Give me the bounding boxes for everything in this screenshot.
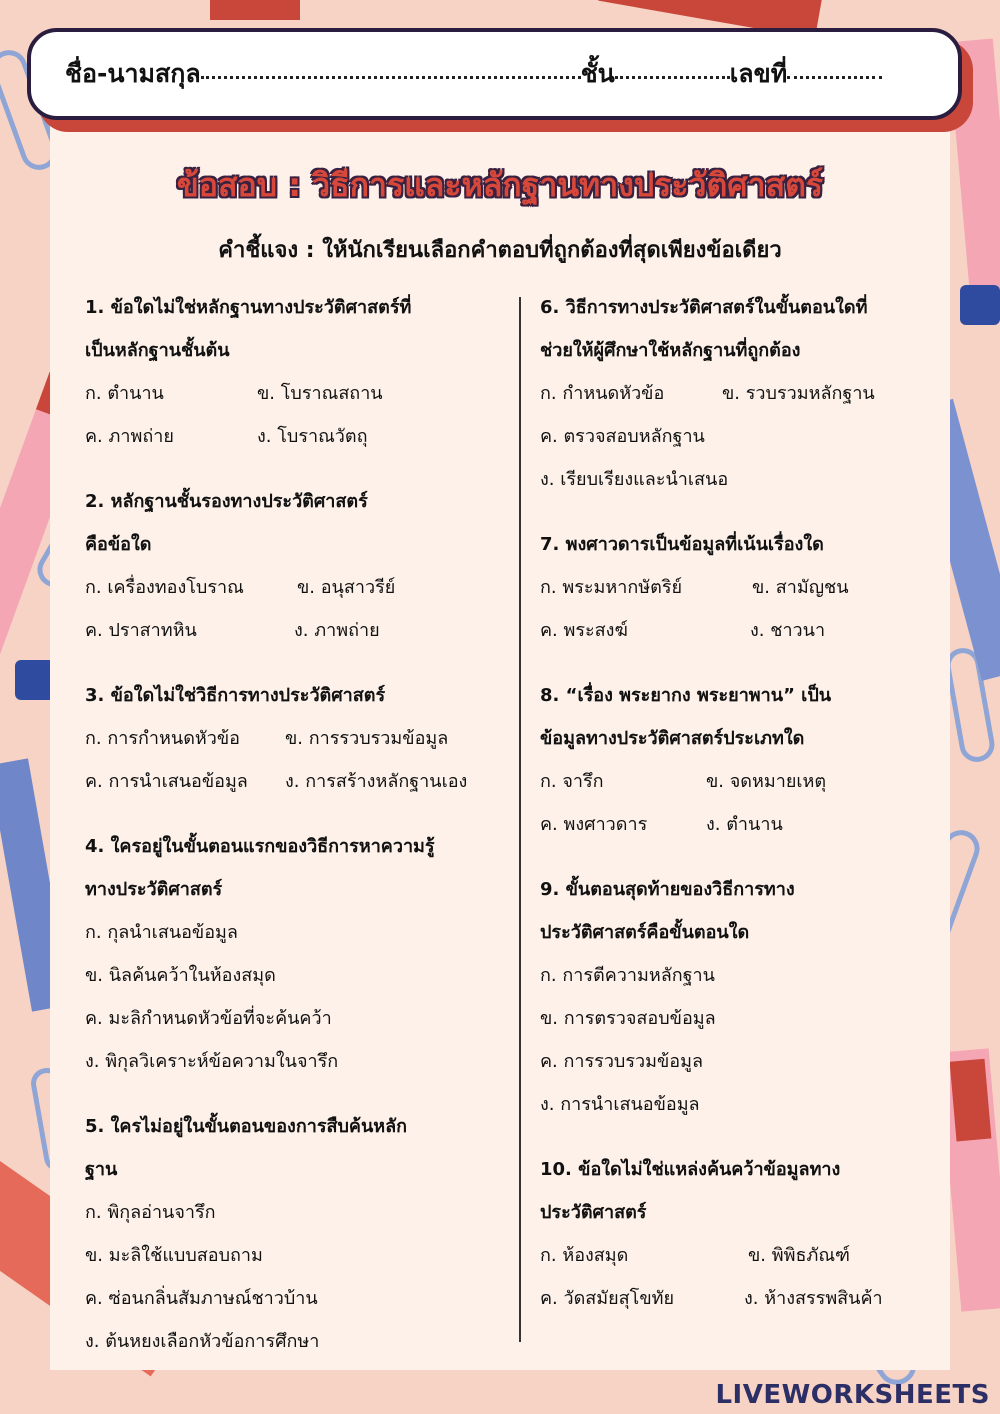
class-field[interactable] bbox=[615, 70, 730, 79]
choice-d[interactable]: ง. ชาวนา bbox=[750, 620, 826, 641]
choice-c[interactable]: ค. พงศาวดาร bbox=[540, 814, 648, 835]
class-label: ชั้น bbox=[580, 59, 615, 88]
choice-a[interactable]: ก. กุลนำเสนอข้อมูล bbox=[85, 922, 238, 943]
choice-a[interactable]: ก. การตีความหลักฐาน bbox=[540, 965, 715, 986]
choice-a[interactable]: ก. การกำหนดหัวข้อ bbox=[85, 728, 240, 749]
choice-c[interactable]: ค. วัดสมัยสุโขทัย bbox=[540, 1288, 675, 1309]
choice-b[interactable]: ข. อนุสาวรีย์ bbox=[297, 577, 396, 598]
choice-b[interactable]: ข. การรวบรวมข้อมูล bbox=[285, 728, 449, 749]
question-stem: 10. ข้อใดไม่ใช่แหล่งค้นคว้าข้อมูลทาง bbox=[540, 1159, 841, 1180]
question-stem: 8. “เรื่อง พระยากง พระยาพาน” เป็น bbox=[540, 685, 832, 706]
choice-c[interactable]: ค. มะลิกำหนดหัวข้อที่จะค้นคว้า bbox=[85, 1008, 332, 1029]
choice-a[interactable]: ก. ห้องสมุด bbox=[540, 1245, 629, 1266]
question-4 bbox=[85, 825, 515, 1083]
question-stem: ช่วยให้ผู้ศึกษาใช้หลักฐานที่ถูกต้อง bbox=[540, 340, 801, 361]
question-1 bbox=[85, 286, 515, 458]
name-label: ชื่อ-นามสกุล bbox=[65, 59, 201, 88]
question-stem: 7. พงศาวดารเป็นข้อมูลที่เน้นเรื่องใด bbox=[540, 534, 824, 555]
question-2 bbox=[85, 480, 515, 652]
right-column bbox=[540, 286, 930, 1342]
name-field[interactable] bbox=[201, 70, 581, 79]
choice-c[interactable]: ค. การนำเสนอข้อมูล bbox=[85, 771, 248, 792]
question-stem: ข้อมูลทางประวัติศาสตร์ประเภทใด bbox=[540, 728, 805, 749]
choice-d[interactable]: ง. โบราณวัตถุ bbox=[257, 426, 368, 447]
question-stem: ประวัติศาสตร์ bbox=[540, 1202, 647, 1223]
choice-d[interactable]: ง. ตำนาน bbox=[706, 814, 783, 835]
choice-b[interactable]: ข. จดหมายเหตุ bbox=[706, 771, 827, 792]
student-info-bar bbox=[27, 28, 962, 120]
question-3 bbox=[85, 674, 515, 803]
choice-a[interactable]: ก. จารึก bbox=[540, 771, 604, 792]
question-stem: 6. วิธีการทางประวัติศาสตร์ในขั้นตอนใดที่ bbox=[540, 297, 868, 318]
choice-d[interactable]: ง. การสร้างหลักฐานเอง bbox=[285, 771, 468, 792]
choice-d[interactable]: ง. การนำเสนอข้อมูล bbox=[540, 1094, 700, 1115]
choice-b[interactable]: ข. การตรวจสอบข้อมูล bbox=[540, 1008, 716, 1029]
question-8 bbox=[540, 674, 930, 846]
choice-d[interactable]: ง. เรียบเรียงและนำเสนอ bbox=[540, 469, 729, 490]
choice-b[interactable]: ข. นิลค้นคว้าในห้องสมุด bbox=[85, 965, 276, 986]
question-stem: เป็นหลักฐานชั้นต้น bbox=[85, 340, 230, 361]
question-10 bbox=[540, 1148, 930, 1320]
question-stem: ฐาน bbox=[85, 1159, 118, 1180]
question-stem: ประวัติศาสตร์คือขั้นตอนใด bbox=[540, 922, 750, 943]
choice-b[interactable]: ข. พิพิธภัณฑ์ bbox=[748, 1245, 850, 1266]
choice-c[interactable]: ค. การรวบรวมข้อมูล bbox=[540, 1051, 704, 1072]
question-stem: ทางประวัติศาสตร์ bbox=[85, 879, 223, 900]
choice-c[interactable]: ค. ภาพถ่าย bbox=[85, 426, 174, 447]
question-stem: 2. หลักฐานชั้นรองทางประวัติศาสตร์ bbox=[85, 491, 368, 512]
choice-c[interactable]: ค. พระสงฆ์ bbox=[540, 620, 628, 641]
left-column bbox=[85, 286, 515, 1385]
choice-b[interactable]: ข. โบราณสถาน bbox=[257, 383, 383, 404]
question-stem: 1. ข้อใดไม่ใช่หลักฐานทางประวัติศาสตร์ที่ bbox=[85, 297, 412, 318]
choice-a[interactable]: ก. พระมหากษัตริย์ bbox=[540, 577, 683, 598]
choice-b[interactable]: ข. มะลิใช้แบบสอบถาม bbox=[85, 1245, 263, 1266]
instruction-text: คำชี้แจง : ให้นักเรียนเลือกคำตอบที่ถูกต้องที่สุดเพียงข้อเดียว bbox=[218, 238, 782, 263]
question-stem: 5. ใครไม่อยู่ในขั้นตอนของการสืบค้นหลัก bbox=[85, 1116, 408, 1137]
question-stem: 4. ใครอยู่ในขั้นตอนแรกของวิธีการหาความรู้ bbox=[85, 836, 435, 857]
choice-c[interactable]: ค. ซ่อนกลิ่นสัมภาษณ์ชาวบ้าน bbox=[85, 1288, 318, 1309]
question-stem: คือข้อใด bbox=[85, 534, 152, 555]
choice-d[interactable]: ง. พิกุลวิเคราะห์ข้อความในจารึก bbox=[85, 1051, 339, 1072]
page-title: ข้อสอบ : วิธีการและหลักฐานทางประวัติศาสตร์ bbox=[176, 166, 824, 204]
liveworksheets-logo: LIVEWORKSHEETS bbox=[715, 1380, 990, 1410]
question-5 bbox=[85, 1105, 515, 1363]
question-7 bbox=[540, 523, 930, 652]
choice-d[interactable]: ง. ภาพถ่าย bbox=[294, 620, 380, 641]
choice-a[interactable]: ก. กำหนดหัวข้อ bbox=[540, 383, 665, 404]
choice-a[interactable]: ก. เครื่องทองโบราณ bbox=[85, 577, 244, 598]
number-label: เลขที่ bbox=[729, 59, 788, 88]
choice-b[interactable]: ข. สามัญชน bbox=[752, 577, 849, 598]
choice-a[interactable]: ก. พิกุลอ่านจารึก bbox=[85, 1202, 216, 1223]
choice-d[interactable]: ง. ห้างสรรพสินค้า bbox=[744, 1288, 883, 1309]
number-field[interactable] bbox=[787, 70, 882, 79]
choice-a[interactable]: ก. ตำนาน bbox=[85, 383, 164, 404]
question-stem: 9. ขั้นตอนสุดท้ายของวิธีการทาง bbox=[540, 879, 795, 900]
question-stem: 3. ข้อใดไม่ใช่วิธีการทางประวัติศาสตร์ bbox=[85, 685, 386, 706]
choice-b[interactable]: ข. รวบรวมหลักฐาน bbox=[722, 383, 875, 404]
choice-c[interactable]: ค. ตรวจสอบหลักฐาน bbox=[540, 426, 705, 447]
question-9 bbox=[540, 868, 930, 1126]
column-divider bbox=[519, 297, 521, 1342]
choice-c[interactable]: ค. ปราสาทหิน bbox=[85, 620, 197, 641]
question-6 bbox=[540, 286, 930, 501]
choice-d[interactable]: ง. ต้นหยงเลือกหัวข้อการศึกษา bbox=[85, 1331, 320, 1352]
